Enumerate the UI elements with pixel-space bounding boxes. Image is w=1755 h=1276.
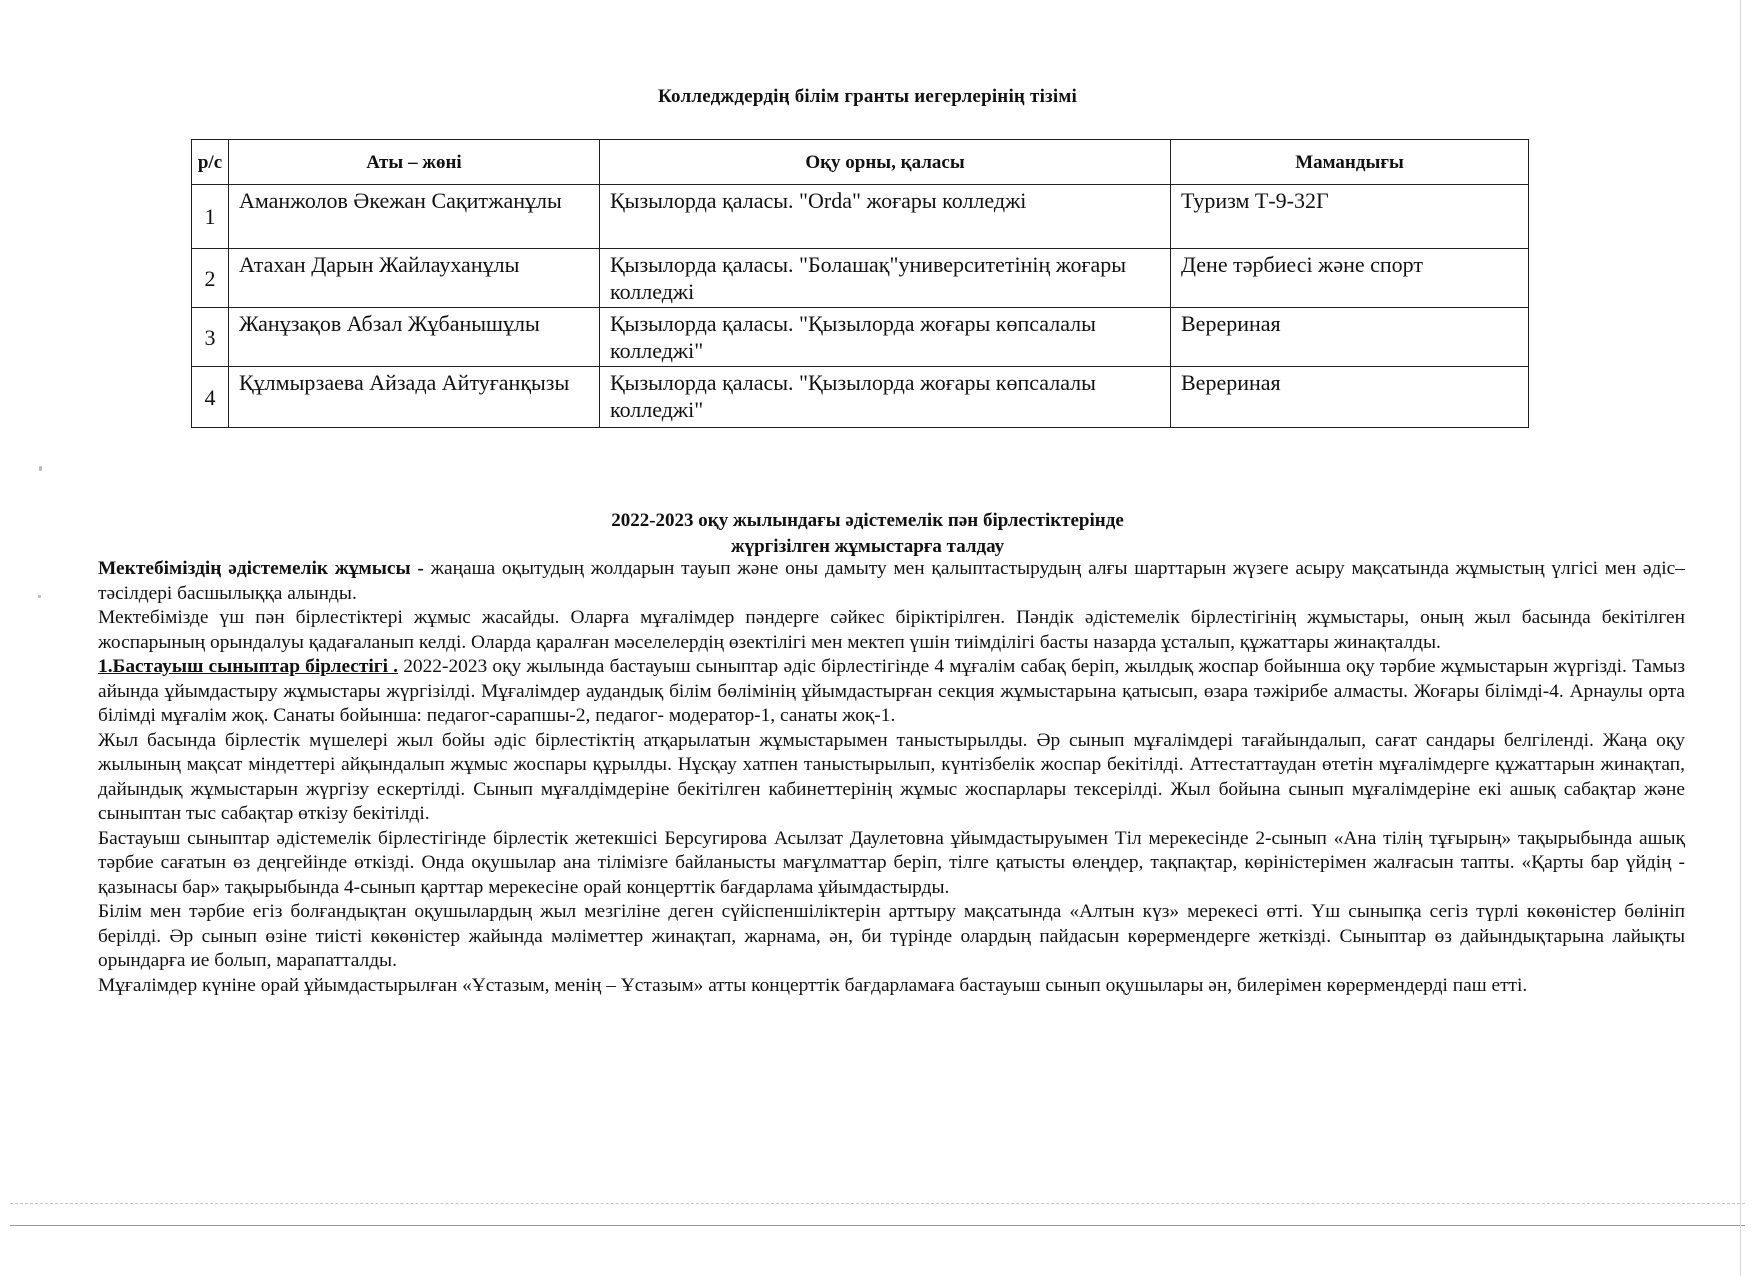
row-num: 3 <box>192 308 229 367</box>
row-place: Қызылорда қаласы. "Қызылорда жоғары көпсалалы колледжі" <box>600 308 1171 367</box>
paragraph-year-start: Жыл басында бірлестік мүшелері жыл бойы әдіс бірлестіктің атқарылатын жұмыстарымен таныстырылды. Әр сынып мұғалімдері тағайындалып, сағат сандары белгіленді. Жаңа оқу жылының мақсат міндеттері айқындалып жұмыс жоспары құрылды. Нұсқау хатпен таныстырылып, күнтізбелік жоспар бекітілді. Аттестаттаудан өтетін мұғалімдерге құжаттарын жинақтап, дайындық жұмыстарын жүргізу ескертілді. Сынып мұғалдімдеріне бекітілген кабинеттерінің жұмыс жоспарлары тексерілді. Жыл бойына сынып мұғалімдеріне екі ашық сабақтар және сыныптан тыс сабақтар өткізу бекітілді. <box>98 729 1685 824</box>
header-num: р/с <box>192 140 229 185</box>
paragraph-lead: Мектебіміздің әдістемелік жұмысы - <box>98 558 424 579</box>
scan-artifact-line <box>10 1225 1745 1226</box>
row-place: Қызылорда қаласы. "Orda" жоғары колледжі <box>600 185 1171 249</box>
row-place: Қызылорда қаласы. "Болашақ"университетінің жоғары колледжі <box>600 249 1171 308</box>
row-num: 4 <box>192 367 229 428</box>
paragraph-subject-associations: Мектебімізде үш пән бірлестіктері жұмыс жасайды. Оларға мұғалімдер пәндерге сәйкес біріктірілген. Пәндік әдістемелік бірлестігінің жұмыстары, оның жыл басында бекітілген жоспарының орындалуы қадағаланып келді. Оларда қаралған мәселелердің өзектілігі мен мектеп үшін тиімділігі басты назарда ұсталып, құжаттары жинақталды. <box>98 607 1685 653</box>
row-name: Жанұзақов Абзал Жұбанышұлы <box>229 308 600 367</box>
table-row <box>192 367 1529 428</box>
row-name: Құлмырзаева Айзада Айтуғанқызы <box>229 367 600 428</box>
row-specialty: Туризм Т-9-32Г <box>1171 185 1529 249</box>
paragraph-methodical-work <box>98 557 1685 606</box>
table-row <box>192 249 1529 308</box>
scan-edge <box>1740 0 1741 1276</box>
header-specialty: Мамандығы <box>1171 140 1529 185</box>
paragraph-language-day: Бастауыш сыныптар әдістемелік бірлестігінде бірлестік жетекшісі Берсугирова Асылзат Даулетовна ұйымдастыруымен Тіл мерекесінде 2-сынып «Ана тілің тұғырың» тақырыбында ашық тәрбие сағатын өз деңгейінде өткізді. Онда оқушылар ана тілімізге байланысты мағұлматтар беріп, тілге қатысты өлеңдер, тақпақтар, көріністерімен жалғасын тапты. «Қарты бар үйдің - қазынасы бар» тақырыбында 4-сынып қарттар мерекесіне орай концерттік бағдарлама ұйымдастырды. <box>98 827 1685 898</box>
grant-holders-table <box>191 139 1529 428</box>
row-specialty: Дене тәрбиесі және спорт <box>1171 249 1529 308</box>
paragraph-golden-autumn: Білім мен тәрбие егіз болғандықтан оқушылардың жыл мезгіліне деген сүйіспеншіліктерін арттыру мақсатында «Алтын күз» мерекесі өтті. Үш сыныпқа сегіз түрлі көкөністер бөлініп берілді. Әр сынып өзіне тиісті көкөністер жайында мәліметтер жинақтап, жарнама, ән, би түрінде олардың пайдасын көрермендерге жеткізді. Сыныптар өз дайындықтарына лайықты орындарға ие болып, марапатталды. <box>98 901 1685 971</box>
row-specialty: Верериная <box>1171 308 1529 367</box>
analysis-title-line-2: жүргізілген жұмыстарға талдау <box>730 536 1005 557</box>
table-header-row <box>192 140 1529 185</box>
row-specialty: Верериная <box>1171 367 1529 428</box>
header-name: Аты – жөні <box>229 140 600 185</box>
section-heading: 1.Бастауыш сыныптар бірлестігі . <box>98 656 399 677</box>
paragraph-text: 2022-2023 оқу жылында бастауыш сыныптар әдіс бірлестігінде 4 мұғалім сабақ беріп, жылдық жоспар бойынша оқу тәрбие жұмыстарын жүргізді. Тамыз айында ұйымдастыру жұмыстары жүргізілді. Мұғалімдер аудандық білім бөлімінің ұйымдастырған секция жұмыстарына қатысып, өзара тәжірибе алмасты. Жоғары білімді-4. Арнаулы орта білімді мұғалім жоқ. Санаты бойынша: педагог-сарапшы-2, педагог- модератор-1, санаты жоқ-1. <box>98 656 1685 726</box>
table-row <box>192 308 1529 367</box>
grant-list-title: Колледждердің білім гранты иегерлерінің тізімі <box>658 86 1077 107</box>
analysis-title-line-1: 2022-2023 оқу жылындағы әдістемелік пән бірлестіктерінде <box>611 510 1124 531</box>
analysis-body <box>98 557 1685 998</box>
scan-speck <box>38 595 41 598</box>
row-place: Қызылорда қаласы. "Қызылорда жоғары көпсалалы колледжі" <box>600 367 1171 428</box>
scan-artifact-line <box>10 1203 1745 1204</box>
analysis-title <box>0 508 1735 560</box>
paragraph-text: жаңаша оқытудың жолдарын тауып және оны дамыту мен қалыптастырудың алғы шарттарын жүзеге асыру мақсатында жұмыстың үлгісі мен әдіс–тәсілдері басшылыққа алынды. <box>98 558 1685 604</box>
scan-speck <box>39 466 42 471</box>
row-name: Аманжолов Әкежан Сақитжанұлы <box>229 185 600 249</box>
row-num: 2 <box>192 249 229 308</box>
table-row <box>192 185 1529 249</box>
paragraph-teachers-day: Мұғалімдер күніне орай ұйымдастырылған «Ұстазым, менің – Ұстазым» атты концерттік бағдарламаға бастауыш сынып оқушылары ән, билерімен көрермендерді паш етті. <box>98 974 1528 996</box>
row-num: 1 <box>192 185 229 249</box>
row-name: Атахан Дарын Жайлауханұлы <box>229 249 600 308</box>
paragraph-primary-classes <box>98 655 1685 729</box>
header-place: Оқу орны, қаласы <box>600 140 1171 185</box>
